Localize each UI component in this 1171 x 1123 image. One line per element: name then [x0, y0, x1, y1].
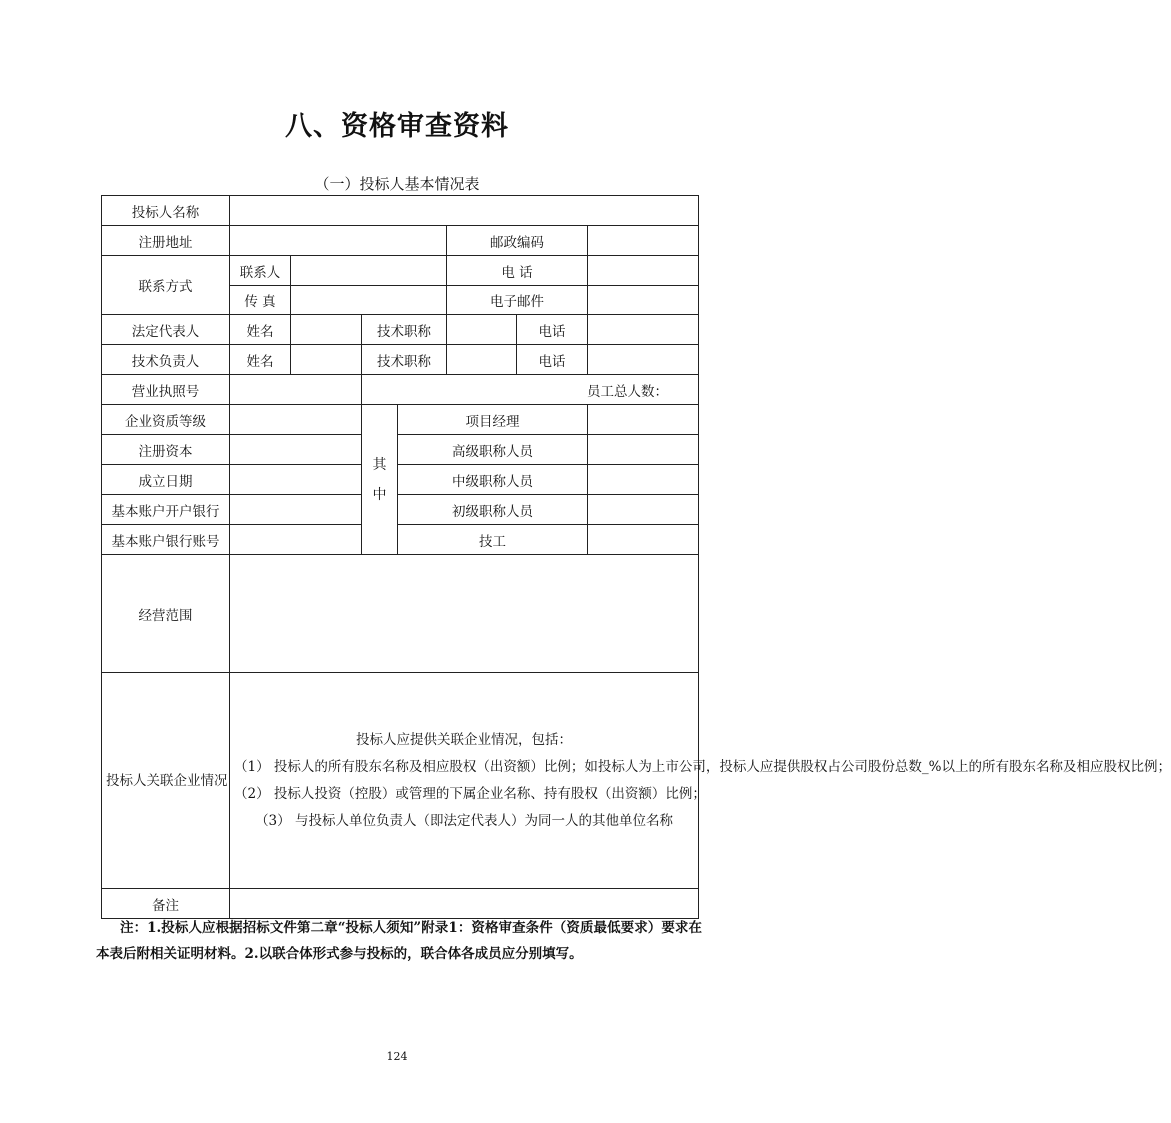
pm-field[interactable]	[588, 405, 699, 435]
bank-account-label: 基本账户银行账号	[102, 525, 230, 555]
related-companies-label: 投标人关联企业情况	[102, 673, 230, 889]
related-line: 投标人应提供关联企业情况，包括：	[356, 731, 572, 748]
bidder-name-field[interactable]	[230, 196, 699, 226]
postcode-field[interactable]	[588, 226, 699, 256]
reg-address-label: 注册地址	[102, 226, 230, 256]
legal-rep-label: 法定代表人	[102, 315, 230, 345]
qualification-field[interactable]	[230, 405, 362, 435]
senior-label: 高级职称人员	[398, 435, 588, 465]
legal-rep-title-field[interactable]	[447, 315, 517, 345]
junior-label: 初级职称人员	[398, 495, 588, 525]
related-line: （1） 投标人的所有股东名称及相应股权（出资额）比例；如投标人为上市公司，投标人应提供股权占公司股份总数_%以上的所有股东名称及相应股权比例；	[234, 758, 1171, 775]
business-scope-label: 经营范围	[102, 555, 230, 673]
tech-lead-title-label: 技术职称	[362, 345, 447, 375]
reg-capital-field[interactable]	[230, 435, 362, 465]
technician-label: 技工	[398, 525, 588, 555]
bidder-info-table	[101, 195, 1171, 919]
page-title: 八、资格审查资料	[285, 111, 509, 142]
legal-rep-name-label: 姓名	[230, 315, 291, 345]
bank-account-field[interactable]	[230, 525, 362, 555]
senior-field[interactable]	[588, 435, 699, 465]
email-label: 电子邮件	[447, 286, 588, 315]
legal-rep-title-label: 技术职称	[362, 315, 447, 345]
legal-rep-tel-label: 电话	[517, 315, 588, 345]
remarks-label: 备注	[102, 889, 230, 919]
business-scope-field[interactable]	[230, 555, 699, 673]
tech-lead-label: 技术负责人	[102, 345, 230, 375]
found-date-field[interactable]	[230, 465, 362, 495]
table-subtitle: （一）投标人基本情况表	[314, 175, 480, 193]
junior-field[interactable]	[588, 495, 699, 525]
reg-capital-label: 注册资本	[102, 435, 230, 465]
contact-method-label: 联系方式	[102, 256, 230, 315]
related-line: （3） 与投标人单位负责人（即法定代表人）为同一人的其他单位名称	[255, 812, 673, 829]
bank-label: 基本账户开户银行	[102, 495, 230, 525]
legal-rep-tel-field[interactable]	[588, 315, 699, 345]
page-number: 124	[386, 1050, 408, 1063]
tech-lead-tel-field[interactable]	[588, 345, 699, 375]
tech-lead-name-field[interactable]	[291, 345, 362, 375]
found-date-label: 成立日期	[102, 465, 230, 495]
bidder-name-label: 投标人名称	[102, 196, 230, 226]
contact-person-field[interactable]	[291, 256, 447, 286]
bank-field[interactable]	[230, 495, 362, 525]
middle-field[interactable]	[588, 465, 699, 495]
middle-label: 中级职称人员	[398, 465, 588, 495]
tech-lead-name-label: 姓名	[230, 345, 291, 375]
phone-label: 电 话	[447, 256, 588, 286]
postcode-label: 邮政编码	[447, 226, 588, 256]
phone-field[interactable]	[588, 256, 699, 286]
total-staff-label: 员工总人数：	[362, 375, 699, 405]
remarks-field[interactable]	[230, 889, 699, 919]
legal-rep-name-field[interactable]	[291, 315, 362, 345]
fax-label: 传 真	[230, 286, 291, 315]
tech-lead-tel-label: 电话	[517, 345, 588, 375]
among-label: 其 中	[362, 405, 398, 555]
license-no-field[interactable]	[230, 375, 362, 405]
qualification-label: 企业资质等级	[102, 405, 230, 435]
contact-person-label: 联系人	[230, 256, 291, 286]
email-field[interactable]	[588, 286, 699, 315]
reg-address-field[interactable]	[230, 226, 447, 256]
pm-label: 项目经理	[398, 405, 588, 435]
related-companies-text	[230, 673, 1171, 889]
footnote: 注：1.投标人应根据招标文件第二章“投标人须知”附录1：资格审查条件（资质最低要求）要求在本表后附相关证明材料。2.以联合体形式参与投标的，联合体各成员应分别填写。	[96, 920, 702, 962]
fax-field[interactable]	[291, 286, 447, 315]
license-no-label: 营业执照号	[102, 375, 230, 405]
related-line: （2） 投标人投资（控股）或管理的下属企业名称、持有股权（出资额）比例；	[234, 785, 706, 802]
tech-lead-title-field[interactable]	[447, 345, 517, 375]
technician-field[interactable]	[588, 525, 699, 555]
